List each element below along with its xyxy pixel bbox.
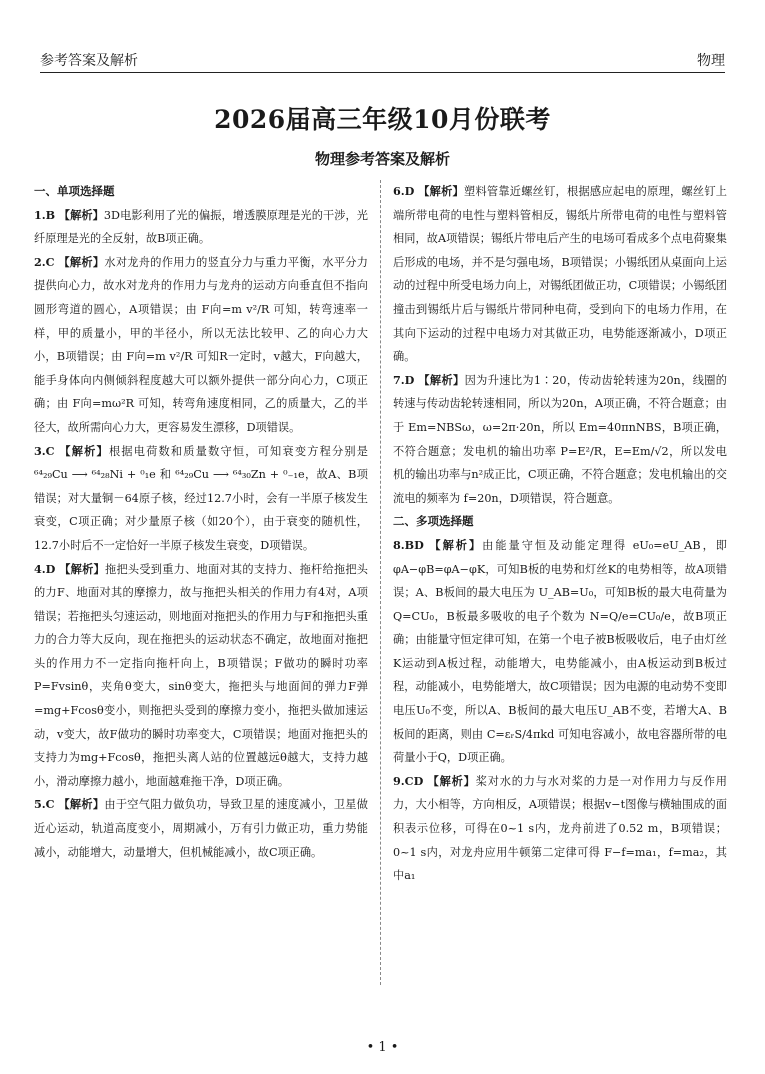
- question-explanation: 由能量守恒及动能定理得 eU₀=eU_AB，即 φA−φB=φA−φK，可知B板的电势和灯丝K的电势相等，故A项错误；A、B板间的最大电压为 U_AB=U₀，可知B板的最大电荷量为 Q=CU₀，B板最多吸收的电子个数为 N=Q/e=CU₀/e，故B项正确；由能量守恒定律可知，在第一个电子被B板吸收后，电子由灯丝K运动到A板过程，动能增大，电势能减小，由A板运动到B板过程，动能减小，电势能增大，故C项错误；因为电源的电动势不变即电压U₀不变，所以A、B板间的最大电压U_AB不变，若增大A、B板间的距离，则由 C=εᵣS/4πkd 可知电容减小，故电容器所带的电荷量小于Q，D项正确。: [393, 538, 727, 765]
- question-answer: 9.CD: [393, 773, 424, 788]
- analysis-label: 【解析】: [429, 537, 483, 552]
- analysis-label: 【解析】: [58, 254, 105, 269]
- question-item: [393, 770, 727, 888]
- question-answer: 8.BD: [393, 537, 424, 552]
- header-left: 参考答案及解析: [40, 53, 138, 69]
- question-answer: 4.D: [34, 561, 56, 576]
- question-answer: 1.B: [34, 207, 56, 222]
- question-explanation: 因为升速比为1∶20，传动齿轮转速为20n，线圈的转速与传动齿轮转速相同，所以为20n，A项正确，不符合题意；由于 Em=NBSω，ω=2π·20n，所以 Em=40πnNBS，B项正确，不符合题意；发电机的输出功率 P=E²/R，E=Em/√2，所以发电机的输出功率与n²成正比，C项正确，不符合题意；发电机输出的交流电的频率为 f=20n，D项错误，符合题意。: [393, 373, 727, 505]
- analysis-label: 【解析】: [427, 773, 476, 788]
- question-item: [393, 369, 727, 511]
- section-heading-single-choice: 一、单项选择题: [34, 184, 115, 198]
- question-explanation: 拖把头受到重力、地面对其的支持力、拖杆给拖把头的力F、地面对其的摩擦力，故与拖把头相关的作用力有4对，A项错误；若拖把头匀速运动，则地面对拖把头的作用力与F和拖把头重力的合力等大反向，现在拖把头的运动状态不确定，故地面对拖把头的作用力不一定指向拖杆向上，B项错误；F做功的瞬时功率P=Fvsinθ，夹角θ变大，sinθ变大，拖把头与地面间的弹力F弹=mg+Fcosθ变小，则拖把头受到的摩擦力变小，拖把头做加速运动，v变大，故F做功的瞬时功率变大，C项错误；地面对拖把头的支持力为mg+Fcosθ，拖把头离人站的位置越远θ越大，支持力越小，滑动摩擦力越小，地面越难拖干净，D项正确。: [34, 562, 368, 788]
- question-item: [34, 558, 368, 794]
- page-header: [40, 44, 725, 73]
- question-item: [393, 180, 727, 369]
- page-number: • 1 •: [366, 1040, 399, 1055]
- question-explanation: 水对龙舟的作用力的竖直分力与重力平衡，水平分力提供向心力，故水对龙舟的作用力与龙舟的运动方向垂直但不指向圆形弯道的圆心，A项错误；由 F向=m v²/R 可知，转弯速率一样，甲的质量小，甲的半径小，所以无法比较甲、乙的向心力大小，B项错误；由 F向=m v²/R 可知R一定时，v越大，F向越大，能手身体向内侧倾斜程度越大可以额外提供一部分向心力，C项正确；由 F向=mω²R 可知，转弯角速度相同，乙的质量大，乙的半径大，故所需向心力大，更容易发生漂移，D项错误。: [34, 255, 368, 434]
- question-explanation: 根据电荷数和质量数守恒，可知衰变方程分别是 ⁶⁴₂₉Cu ⟶ ⁶⁴₂₈Ni + ⁰₁e 和 ⁶⁴₂₉Cu ⟶ ⁶⁴₃₀Zn + ⁰₋₁e，故A、B项错误；对大量铜－64原子核，经过12.7小时，会有一半原子核发生衰变，C项正确；对少量原子核（如20个），由于衰变的随机性，12.7小时后不一定恰好一半原子核发生衰变，D项错误。: [34, 444, 368, 552]
- page-subtitle: 物理参考答案及解析: [314, 150, 450, 168]
- analysis-label: 【解析】: [58, 207, 104, 222]
- analysis-label: 【解析】: [418, 184, 464, 198]
- question-answer: 6.D: [393, 184, 415, 198]
- column-divider: [380, 180, 381, 985]
- question-answer: 5.C: [34, 797, 55, 812]
- analysis-label: 【解析】: [58, 797, 105, 812]
- analysis-label: 【解析】: [418, 372, 465, 387]
- question-item: [34, 204, 368, 251]
- question-item: [34, 793, 368, 864]
- left-column: [34, 180, 368, 864]
- section-heading-multiple-choice: 二、多项选择题: [393, 514, 474, 529]
- page-title: 2026届高三年级10月份联考: [214, 105, 551, 134]
- right-column: [393, 180, 727, 888]
- question-item: [393, 534, 727, 770]
- question-item: [34, 251, 368, 440]
- question-item: [34, 440, 368, 558]
- question-answer: 2.C: [34, 254, 55, 269]
- analysis-label: 【解析】: [59, 443, 109, 458]
- question-answer: 7.D: [393, 372, 415, 387]
- question-explanation: 由于空气阻力做负功，导致卫星的速度减小，卫星做近心运动，轨道高度变小，周期减小，万有引力做正功，重力势能减小，动能增大，动量增大，但机械能减小，故C项正确。: [34, 798, 368, 859]
- question-explanation: 3D电影利用了光的偏振，增透膜原理是光的干涉，光纤原理是光的全反射，故B项正确。: [34, 208, 368, 246]
- analysis-label: 【解析】: [59, 561, 105, 576]
- header-right: 物理: [697, 53, 725, 69]
- question-explanation: 塑料管靠近螺丝钉，根据感应起电的原理，螺丝钉上端所带电荷的电性与塑料管相反，锡纸片所带电荷的电性与塑料管相同，故A项错误；锡纸片带电后产生的电场可看成多个点电荷聚集后形成的电场，并不是匀强电场，B项错误；小锡纸团从桌面向上运动的过程中所受电场力向上，对锡纸团做正功，C项错误；小锡纸团撞击到锡纸片后与锡纸片带同种电荷，受到向下的电场力作用，在其向下运动的过程中电场力对其做正功，电势能逐渐减小，D项正确。: [393, 185, 727, 364]
- question-explanation: 桨对水的力与水对桨的力是一对作用力与反作用力，大小相等，方向相反，A项错误；根据v−t图像与横轴围成的面积表示位移，可得在0~1 s内，龙舟前进了0.52 m，B项错误；0~1 s内，对龙舟应用牛顿第二定律可得 F−f=ma₁，f=ma₂，其中a₁: [393, 774, 727, 883]
- question-answer: 3.C: [34, 443, 55, 458]
